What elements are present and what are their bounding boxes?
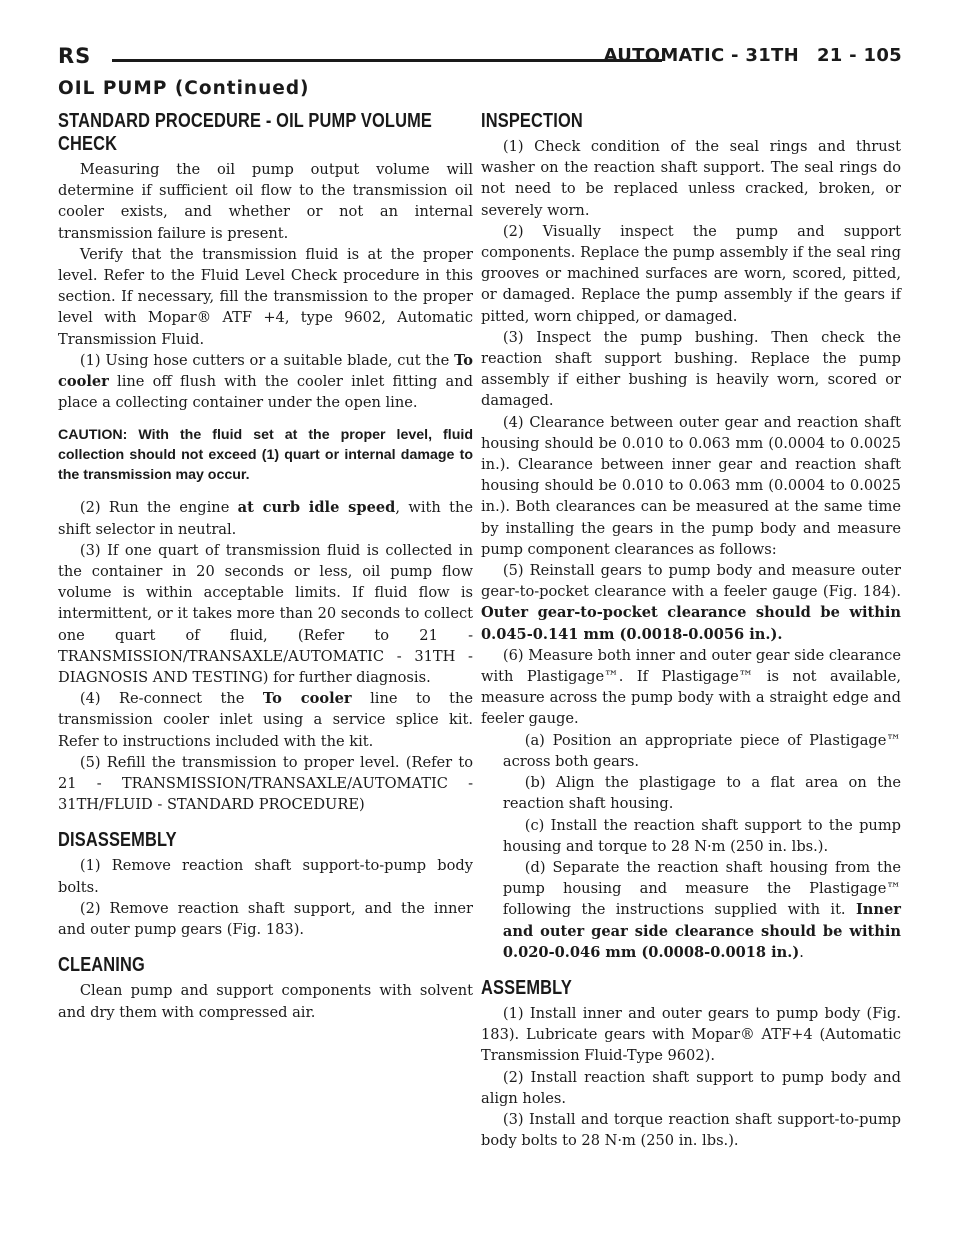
page-header: [58, 44, 902, 74]
step-4: [58, 688, 473, 752]
inspection-step-4: (4) Clearance between outer gear and reaction shaft housing should be 0.010 to 0.063 mm (0.0004 to 0.0025 in.). Clearance between inner gear and reaction shaft housing should be 0.010 to 0.063 mm (0.0004 to 0.0025 in.). Both clearances can be measured at the same time by installing the gears in the pump body and measure pump component clearances as follows:: [481, 413, 901, 558]
header-title: [604, 45, 902, 66]
text: (5) Reinstall gears to pump body and measure outer gear-to-pocket clearance with a feeler gauge (Fig. 184).: [481, 562, 901, 601]
text: (1) Using hose cutters or a suitable blade, cut the: [79, 351, 455, 369]
heading-oil-pump-volume-check: STANDARD PROCEDURE - OIL PUMP VOLUME CHECK: [58, 110, 433, 155]
text: .: [799, 943, 804, 961]
heading-assembly: ASSEMBLY: [481, 976, 572, 999]
left-column: [58, 110, 473, 1023]
right-column: [481, 110, 901, 1151]
inspection-step-2: (2) Visually inspect the pump and support components. Replace the pump assembly if the seal ring grooves or machined surfaces are worn, scored, pitted, or damaged. Replace the pump assembly if the gears if pitted, worn chipped, or damaged.: [481, 222, 901, 325]
inspection-substep-c: (c) Install the reaction shaft support to the pump housing and torque to 28 N·m (250 in. lbs.).: [502, 816, 901, 855]
heading-cleaning: CLEANING: [58, 954, 145, 977]
inspection-step-1: (1) Check condition of the seal rings and thrust washer on the reaction shaft support. The seal rings do not need to be replaced unless cracked, broken, or severely worn.: [481, 138, 901, 219]
assembly-step-3: (3) Install and torque reaction shaft support-to-pump body bolts to 28 N·m (250 in. lbs.).: [481, 1110, 901, 1150]
cleaning-paragraph: Clean pump and support components with solvent and dry them with compressed air.: [58, 982, 473, 1021]
inspection-step-6: (6) Measure both inner and outer gear side clearance with Plastigage™. If Plastigage™ is not available, measure across the pump body with a straight edge and feeler gauge.: [481, 646, 901, 728]
inspection-step-5: [481, 560, 901, 645]
text: (d) Separate the reaction shaft housing from the pump housing and measure the Plastigage™ following the instructions supplied with it.: [502, 858, 901, 919]
caution-note: CAUTION: With the fluid set at the proper level, fluid collection should not exceed (1) quart or internal damage to the transmission may occur.: [58, 427, 473, 484]
header-rule: [112, 59, 662, 62]
assembly-step-1: (1) Install inner and outer gears to pump body (Fig. 183). Lubricate gears with Mopar® ATF+4 (Automatic Transmission Fluid-Type 9602).: [481, 1004, 901, 1065]
page-number: 21 - 105: [816, 45, 902, 66]
inspection-substep-a: (a) Position an appropriate piece of Plastigage™ across both gears.: [502, 731, 901, 770]
paragraph: Verify that the transmission fluid is at the proper level. Refer to the Fluid Level Check procedure in this section. If necessary, fill the transmission to the proper level with Mopar® ATF +4, type 9602, Automatic Transmission Fluid.: [58, 245, 473, 348]
text: (4) Re-connect the: [79, 690, 263, 708]
text: line off flush with the cooler inlet fitting and place a collecting container under the open line.: [58, 373, 473, 412]
step-1: [58, 350, 473, 414]
bold-text: Inner and outer gear side clearance should be within 0.020-0.046 mm (0.0008-0.0018 in.): [502, 901, 901, 961]
text: , with the shift selector in neutral.: [58, 499, 473, 538]
heading-inspection: INSPECTION: [481, 110, 583, 132]
step-2: [58, 497, 473, 539]
step-3: (3) If one quart of transmission fluid is collected in the container in 20 seconds or less, oil pump flow volume is within acceptable limits. If fluid flow is intermittent, or it takes more than 20 seconds to collect one quart of fluid, (Refer to 21 - TRANSMISSION/TRANSAXLE/AUTOMATIC - 31TH - DIAGNOSIS AND TESTING) for further diagnosis.: [58, 541, 474, 687]
paragraph: Measuring the oil pump output volume will determine if sufficient oil flow to the transmission oil cooler exists, and whether or not an internal transmission failure is present.: [58, 161, 473, 242]
inspection-step-3: (3) Inspect the pump bushing. Then check the reaction shaft support bushing. Replace the pump assembly if either bushing is heavily worn, scored or damaged.: [481, 328, 901, 410]
header-section-code: RS: [58, 44, 92, 68]
heading-disassembly: DISASSEMBLY: [58, 829, 177, 852]
text: line to the transmission cooler inlet using a service splice kit. Refer to instructions included with the kit.: [58, 690, 473, 750]
step-5: (5) Refill the transmission to proper level. (Refer to 21 - TRANSMISSION/TRANSAXLE/AUTOMATIC - 31TH/FLUID - STANDARD PROCEDURE): [58, 753, 473, 814]
bold-text: Outer gear-to-pocket clearance should be within 0.045-0.141 mm (0.0018-0.0056 in.).: [481, 604, 901, 643]
header-group-title: AUTOMATIC - 31TH: [603, 45, 799, 66]
disassembly-step-1: (1) Remove reaction shaft support-to-pump body bolts.: [58, 857, 473, 896]
bold-text: To cooler: [262, 690, 352, 708]
assembly-step-2: (2) Install reaction shaft support to pump body and align holes.: [481, 1068, 901, 1107]
continued-heading: OIL PUMP (Continued): [58, 78, 310, 99]
bold-text: at curb idle speed: [237, 499, 396, 517]
inspection-substep-d: [481, 857, 901, 963]
disassembly-step-2: (2) Remove reaction shaft support, and the inner and outer pump gears (Fig. 183).: [58, 899, 473, 939]
text: (2) Run the engine: [79, 499, 238, 517]
bold-text: To cooler: [58, 351, 473, 391]
inspection-substep-b: (b) Align the plastigage to a flat area on the reaction shaft housing.: [502, 774, 901, 813]
